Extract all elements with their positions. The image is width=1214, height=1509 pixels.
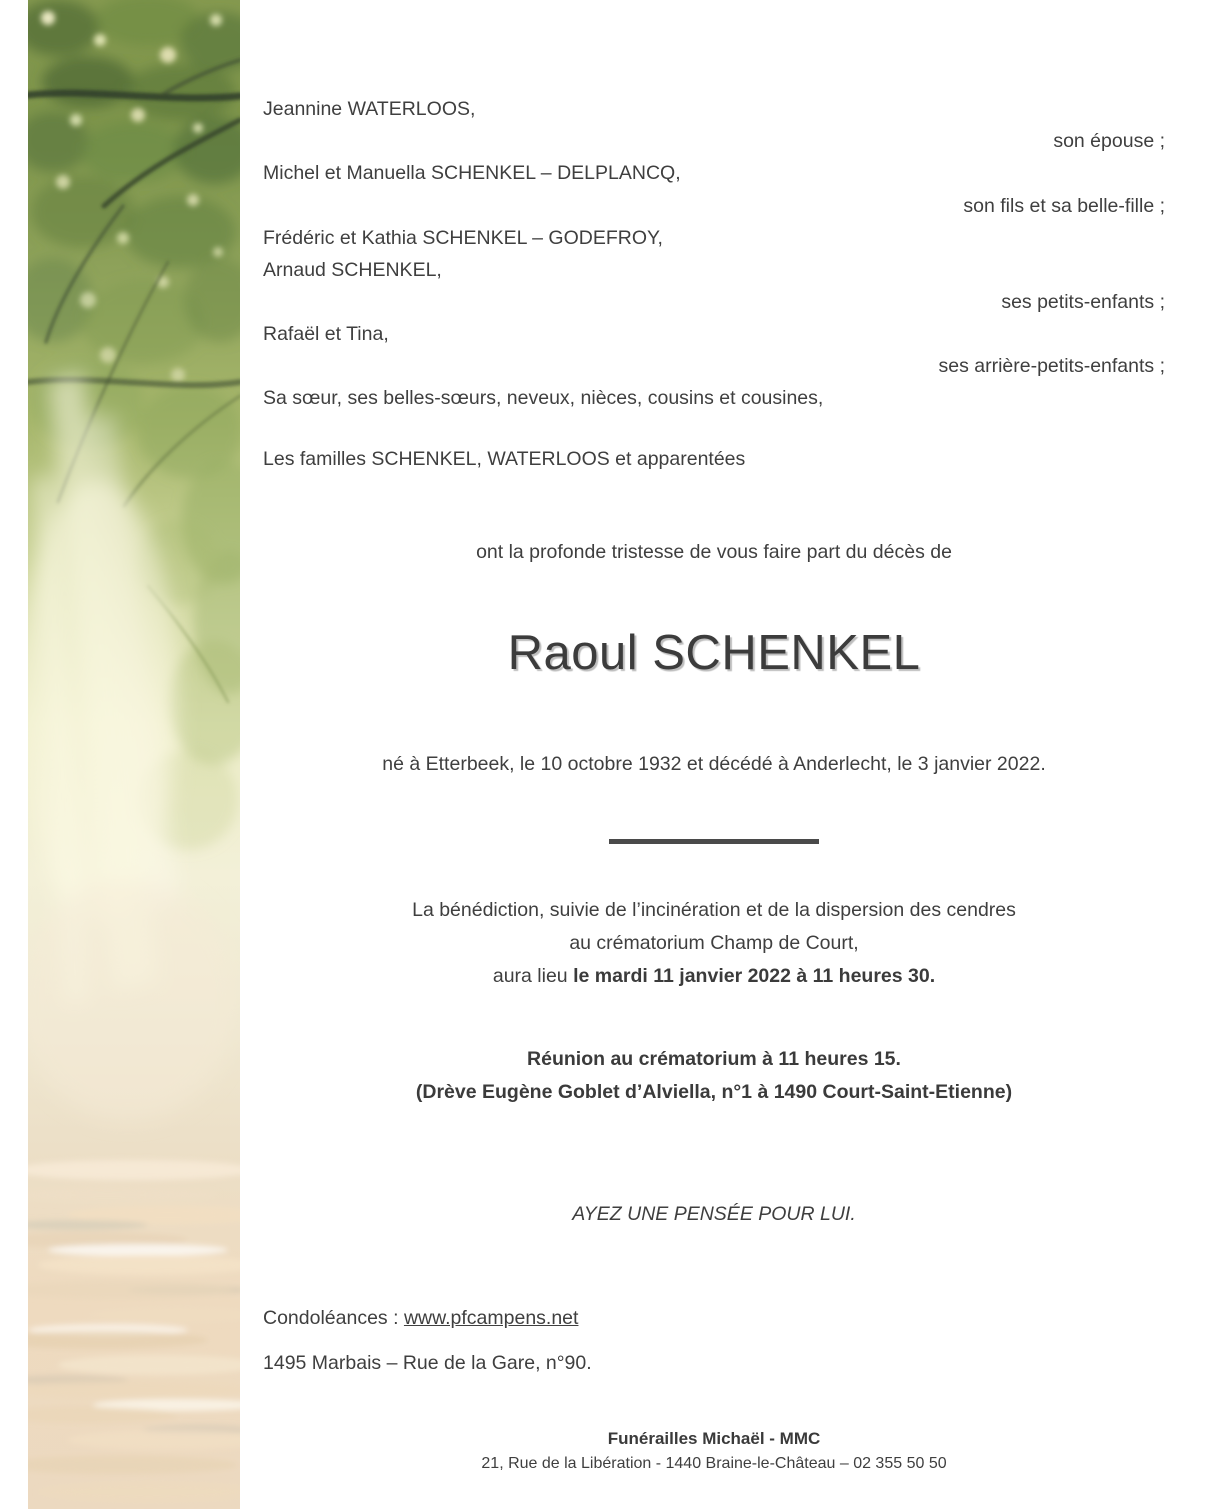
ceremony-line-1: La bénédiction, suivie de l’incinération et de la dispersion des cendres	[412, 899, 1016, 921]
ceremony-line-2: au crématorium Champ de Court,	[569, 932, 859, 954]
relative-names: Sa sœur, ses belles-sœurs, neveux, nièces, cousins et cousines,	[263, 387, 824, 409]
family-address: 1495 Marbais – Rue de la Gare, n°90.	[263, 1352, 592, 1374]
relative-names: Jeannine WATERLOOS,	[263, 98, 476, 120]
tribute-sentence: AYEZ UNE PENSÉE POUR LUI.	[572, 1203, 856, 1225]
ceremony-date-prefix: aura lieu	[492, 965, 574, 987]
relative-names: Rafaël et Tina,	[263, 323, 389, 345]
forest-path-image	[28, 0, 240, 1509]
relative-names: Michel et Manuella SCHENKEL – DELPLANCQ,	[263, 162, 681, 184]
ceremony-line-3	[263, 964, 1165, 988]
funeral-home-contact: 21, Rue de la Libération - 1440 Braine-le-Château – 02 355 50 50	[481, 1455, 947, 1472]
intro-sentence: ont la profonde tristesse de vous faire part du décès de	[476, 541, 952, 563]
ceremony-date: le mardi 11 janvier 2022 à 11 heures 30.	[573, 965, 936, 987]
sidebar-photo	[28, 0, 240, 1509]
announcement-content	[263, 0, 1165, 1509]
relation-label: son fils et sa belle-fille ;	[963, 195, 1165, 217]
relative-names: Frédéric et Kathia SCHENKEL – GODEFROY,	[263, 227, 663, 249]
section-divider	[609, 839, 819, 844]
condolences-line	[263, 1306, 1165, 1330]
life-dates: né à Etterbeek, le 10 octobre 1932 et décédé à Anderlecht, le 3 janvier 2022.	[382, 753, 1046, 775]
meeting-address: (Drève Eugène Goblet d’Alviella, n°1 à 1490 Court-Saint-Etienne)	[415, 1081, 1013, 1103]
families-line: Les familles SCHENKEL, WATERLOOS et apparentées	[263, 448, 746, 470]
deceased-name: Raoul SCHENKEL	[507, 626, 921, 680]
condolences-link[interactable]: www.pfcampens.net	[403, 1307, 579, 1329]
relation-label: ses arrière-petits-enfants ;	[938, 355, 1165, 377]
relation-label: son épouse ;	[1053, 130, 1165, 152]
condolences-label: Condoléances :	[263, 1307, 404, 1329]
relation-label: ses petits-enfants ;	[1001, 291, 1165, 313]
funeral-home-name: Funérailles Michaël - MMC	[607, 1429, 821, 1448]
relative-names: Arnaud SCHENKEL,	[263, 259, 442, 281]
meeting-time: Réunion au crématorium à 11 heures 15.	[527, 1048, 901, 1070]
